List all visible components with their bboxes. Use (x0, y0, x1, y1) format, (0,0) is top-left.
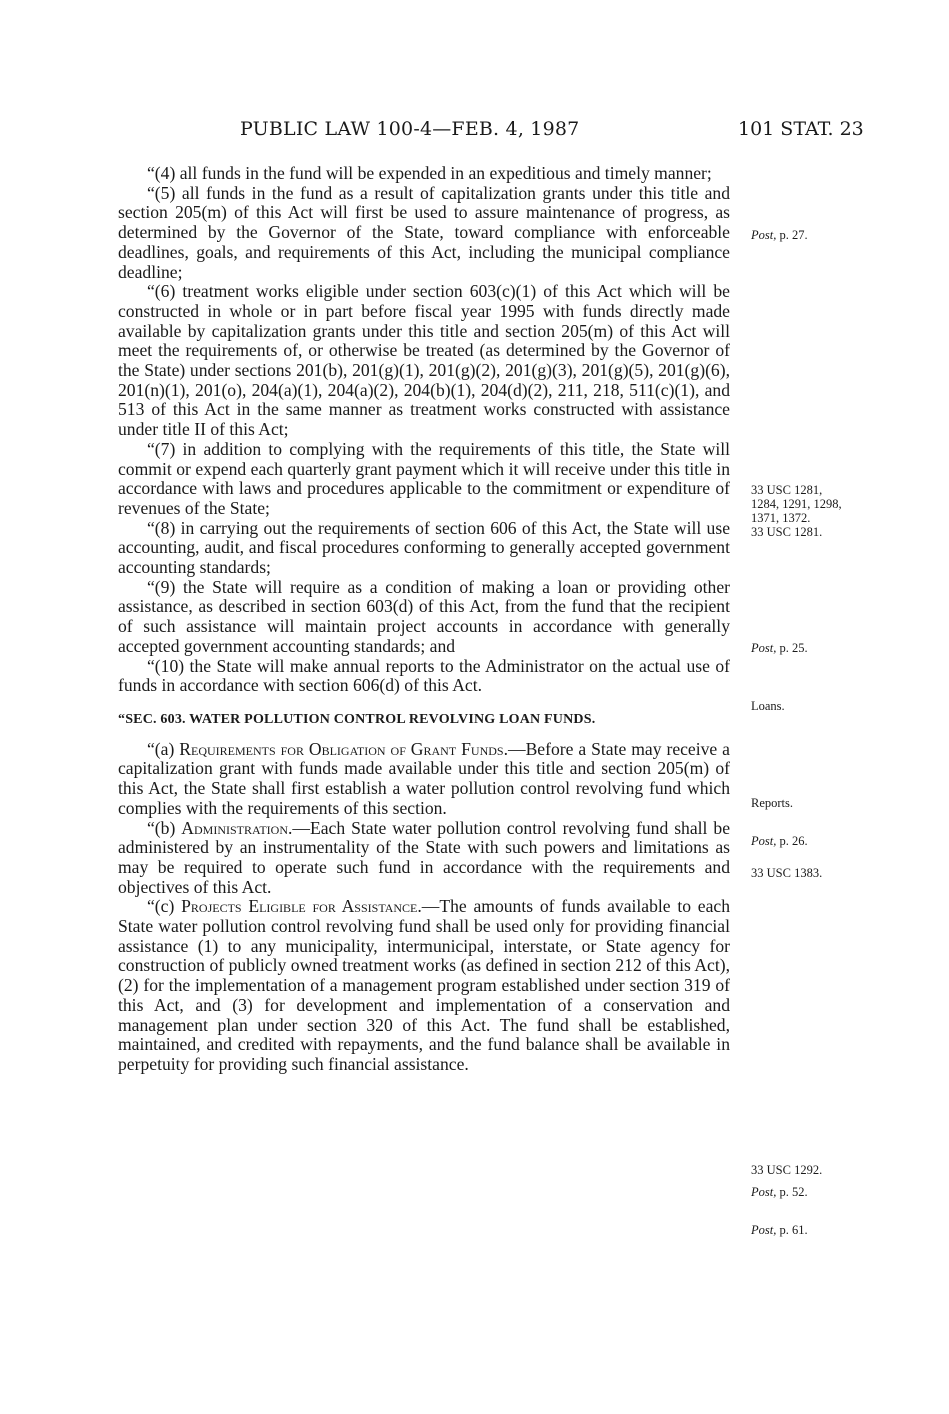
subsection-c-text: —The amounts of funds available to each State water pollution control revolving fund shall be used only for providing financial assistance (1) to any municipality, intermunicipal, interstate, or State agency for construction of publicly owned treatment works (as defined in section 212 of this Act), (2) for the implementation of a management program established under section 319 of this Act, and (3) for development and implementation of a conservation and management plan under section 320 of this Act. The fund shall be established, maintained, and credited with repayments, and the fund balance shall be available in perpetuity for providing such financial assistance. (118, 896, 730, 1074)
post-word: Post, (751, 228, 777, 242)
paragraph-9: “(9) the State will require as a condition of making a loan or providing other assistance, as described in section 603(d) of this Act, from the fund that the recipient of such assistance will maintain project accounts in accordance with generally accepted government accounting standards; and (118, 576, 730, 656)
page-header-title: PUBLIC LAW 100-4—FEB. 4, 1987 (240, 118, 580, 140)
citation-line: 1371, 1372. (751, 511, 811, 525)
margin-note-loans: Loans. (751, 699, 785, 713)
section-heading: “SEC. 603. WATER POLLUTION CONTROL REVOLVING LOAN FUNDS. (118, 711, 596, 727)
margin-note-post-52 (751, 1185, 808, 1199)
margin-note-usc-1292: 33 USC 1292. (751, 1163, 823, 1177)
subsection-b-heading: Administration. (181, 817, 293, 838)
subsection-a (118, 740, 730, 819)
paragraph-10: “(10) the State will make annual reports to the Administrator on the actual use of funds in accordance with section 606(d) of this Act. (118, 655, 730, 696)
page-ref: p. 52. (779, 1185, 808, 1199)
margin-note-post-25 (751, 641, 808, 655)
post-word: Post, (751, 1185, 777, 1199)
subsection-a-text: —Before a State may receive a capitalization grant with funds made available under this title and section 205(m) of this Act, the State shall first establish a water pollution control revolving fund which complies with the requirements of this section. (118, 738, 730, 818)
subsection-a-lead: “(a) (147, 738, 175, 759)
margin-note-post-27 (751, 228, 808, 242)
margin-note-usc-1281 (751, 483, 842, 539)
subsection-b-text: —Each State water pollution control revolving fund shall be administered by an instrumentality of the State with such powers and limitations as may be required to operate such fund in accordance with the requirements and objectives of this Act. (118, 817, 730, 897)
paragraph-4: “(4) all funds in the fund will be expended in an expeditious and timely manner; (147, 163, 712, 183)
page-header-stat: 101 STAT. 23 (738, 118, 864, 140)
post-word: Post, (751, 641, 777, 655)
page-ref: p. 27. (779, 228, 808, 242)
statute-body (118, 164, 730, 1075)
page-ref: p. 61. (779, 1223, 808, 1237)
subsection-b (118, 819, 730, 898)
margin-note-reports: Reports. (751, 796, 794, 810)
post-word: Post, (751, 834, 777, 848)
subsection-b-lead: “(b) (147, 817, 176, 838)
margin-note-post-61 (751, 1223, 808, 1237)
subsection-c-lead: “(c) (147, 896, 175, 917)
subsection-c (118, 897, 730, 1074)
paragraph-8: “(8) in carrying out the requirements of section 606 of this Act, the State will use accounting, audit, and fiscal procedures conforming to generally accepted government accounting standards; (118, 517, 730, 578)
margin-note-post-26 (751, 834, 808, 848)
page-ref: p. 26. (779, 834, 808, 848)
margin-note-usc-1383: 33 USC 1383. (751, 866, 823, 880)
page-ref: p. 25. (779, 641, 808, 655)
paragraph-5: “(5) all funds in the fund as a result of capitalization grants under this title and section 205(m) of this Act will first be used to assure maintenance of progress, as determined by the Governor of the State, toward compliance with enforceable deadlines, goals, and requirements of this Act, including the municipal compliance deadline; (118, 182, 730, 282)
subsection-c-heading: Projects Eligible for Assistance. (181, 896, 422, 917)
citation-line: 33 USC 1281. (751, 525, 823, 539)
citation-line: 1284, 1291, 1298, (751, 497, 842, 511)
paragraph-7: “(7) in addition to complying with the requirements of this title, the State will commit or expend each quarterly grant payment which it will receive under this title in accordance with laws and procedures applicable to the commitment or expenditure of revenues of the State; (118, 438, 730, 518)
post-word: Post, (751, 1223, 777, 1237)
subsection-a-heading: Requirements for Obligation of Grant Funds. (179, 738, 508, 759)
citation-line: 33 USC 1281, (751, 483, 823, 497)
paragraph-6: “(6) treatment works eligible under section 603(c)(1) of this Act which will be constructed in whole or in part before fiscal year 1995 with funds directly made available by capitalization grants under this title and section 205(m) of this Act will meet the requirements of, or otherwise be treated (as determined by the Governor of the State) under sections 201(b), 201(g)(1), 201(g)(2), 201(g)(3), 201(g)(5), 201(g)(6), 201(n)(1), 201(o), 204(a)(1), 204(a)(2), 204(b)(1), 204(d)(2), 211, 218, 511(c)(1), and 513 of this Act in the same manner as treatment works constructed with assistance under title II of this Act; (118, 281, 730, 440)
